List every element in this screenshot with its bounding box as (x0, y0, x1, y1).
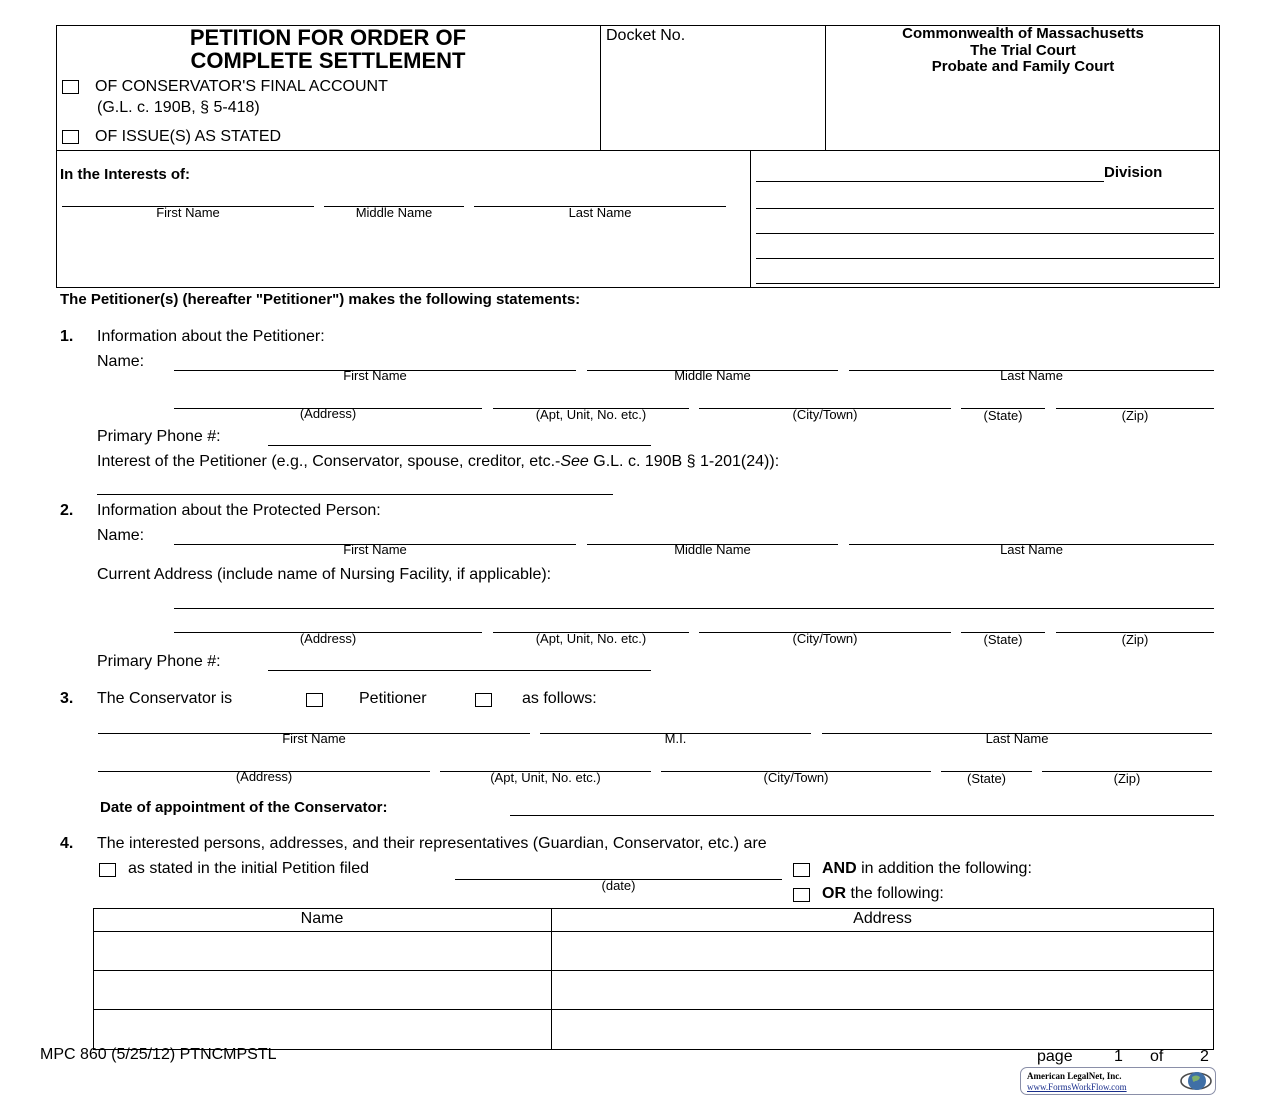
docket-input[interactable] (606, 50, 820, 145)
s3-state-label: (State) (966, 771, 1006, 786)
interests-divider (750, 150, 751, 288)
s2-state-label: (State) (983, 632, 1023, 647)
s4-or-label: OR the following: (822, 885, 944, 902)
s3-as-follows-label: as follows: (522, 690, 597, 707)
interest-middle-label: Middle Name (355, 205, 433, 220)
s2-phone-input[interactable] (268, 670, 651, 671)
s4-or-checkbox[interactable] (793, 888, 810, 902)
table-header-address: Address (853, 910, 912, 927)
court-line1: Commonwealth of Massachusetts (902, 25, 1144, 42)
s4-and-checkbox[interactable] (793, 863, 810, 877)
s1-first-label: First Name (343, 368, 407, 383)
logo-url: www.FormsWorkFlow.com (1027, 1082, 1127, 1092)
division-input[interactable] (756, 181, 1104, 182)
form-title-line2: COMPLETE SETTLEMENT (190, 48, 466, 73)
s3-petitioner-checkbox[interactable] (306, 693, 323, 707)
intro-statement: The Petitioner(s) (hereafter "Petitioner") makes the following statements: (60, 291, 581, 308)
s1-name-label: Name: (97, 353, 145, 370)
header-divider-1 (600, 25, 601, 151)
table-row-1-name-cell[interactable] (94, 932, 550, 969)
s2-address-instruction: Current Address (include name of Nursing Facility, if applicable): (97, 566, 552, 583)
s1-apt-label: (Apt, Unit, No. etc.) (535, 407, 647, 422)
s1-phone-label: Primary Phone #: (97, 428, 221, 445)
s2-middle-label: Middle Name (674, 542, 751, 557)
page-of: of (1150, 1048, 1164, 1065)
final-account-statute: (G.L. c. 190B, § 5-418) (97, 99, 260, 116)
s1-interest-text: Interest of the Petitioner (e.g., Conservator, spouse, creditor, etc.-See G.L. c. 190B § 1-201(24)): (97, 453, 780, 470)
s1-state-label: (State) (983, 408, 1023, 423)
s2-name-label: Name: (97, 527, 145, 544)
section-4-number: 4. (60, 835, 74, 852)
division-label: Division (1104, 164, 1163, 181)
table-column-divider (551, 908, 552, 1050)
s2-zip-label: (Zip) (1121, 632, 1149, 647)
s4-initial-label: as stated in the initial Petition filed (128, 860, 370, 877)
section-1-heading: Information about the Petitioner: (97, 328, 325, 345)
section-3-number: 3. (60, 690, 74, 707)
form-id: MPC 860 (5/25/12) PTNCMPSTL (40, 1046, 277, 1063)
division-line-3[interactable] (756, 233, 1214, 234)
interests-label: In the Interests of: (60, 166, 191, 183)
s3-apt-label: (Apt, Unit, No. etc.) (490, 770, 601, 785)
table-row-3-address-cell[interactable] (553, 1010, 1213, 1048)
s4-text: The interested persons, addresses, and their representatives (Guardian, Conservator, etc.) are (97, 835, 767, 852)
s3-appointment-input[interactable] (510, 815, 1214, 816)
s3-first-label: First Name (282, 731, 346, 746)
final-account-label: OF CONSERVATOR'S FINAL ACCOUNT (95, 78, 388, 95)
final-account-checkbox[interactable] (62, 80, 79, 94)
s3-conservator-is: The Conservator is (97, 690, 233, 707)
s2-phone-label: Primary Phone #: (97, 653, 221, 670)
court-line3: Probate and Family Court (931, 58, 1115, 75)
s3-city-label: (City/Town) (763, 770, 829, 785)
page-total: 2 (1200, 1048, 1209, 1065)
s2-last-label: Last Name (1000, 542, 1063, 557)
section-2-number: 2. (60, 502, 74, 519)
section-2-heading: Information about the Protected Person: (97, 502, 381, 519)
s3-zip-label: (Zip) (1113, 771, 1141, 786)
table-row-1-address-cell[interactable] (553, 932, 1213, 969)
globe-icon (1179, 1068, 1213, 1094)
s1-phone-input[interactable] (268, 445, 651, 446)
s2-city-label: (City/Town) (792, 631, 858, 646)
form-title-line1: PETITION FOR ORDER OF (189, 25, 467, 50)
s4-date-label: (date) (601, 878, 636, 893)
s2-apt-label: (Apt, Unit, No. etc.) (535, 631, 647, 646)
s1-zip-label: (Zip) (1121, 408, 1149, 423)
s3-last-label: Last Name (985, 731, 1049, 746)
s3-mi-label: M.I. (664, 731, 687, 746)
s2-facility-input[interactable] (174, 608, 1214, 609)
section-1-number: 1. (60, 328, 74, 345)
court-line2: The Trial Court (970, 42, 1076, 59)
table-header-name: Name (300, 910, 344, 927)
s1-last-label: Last Name (1000, 368, 1063, 383)
globe-sphere (1188, 1072, 1206, 1090)
division-line-5[interactable] (756, 283, 1214, 284)
issues-label: OF ISSUE(S) AS STATED (95, 128, 282, 145)
legalnet-logo-badge (1020, 1067, 1216, 1095)
s2-address-label: (Address) (299, 631, 357, 646)
table-row-2-address-cell[interactable] (553, 971, 1213, 1008)
s2-first-label: First Name (343, 542, 407, 557)
page-number: 1 (1114, 1048, 1123, 1065)
table-row-2-name-cell[interactable] (94, 971, 550, 1008)
s3-petitioner-label: Petitioner (359, 690, 427, 707)
s1-interest-input[interactable] (97, 494, 613, 495)
division-line-2[interactable] (756, 208, 1214, 209)
interest-last-label: Last Name (568, 205, 632, 220)
s4-initial-checkbox[interactable] (99, 863, 116, 877)
issues-checkbox[interactable] (62, 130, 79, 144)
s1-city-label: (City/Town) (792, 407, 858, 422)
s1-middle-label: Middle Name (674, 368, 751, 383)
s3-as-follows-checkbox[interactable] (475, 693, 492, 707)
interest-first-label: First Name (156, 205, 220, 220)
page-word: page (1037, 1048, 1073, 1065)
s3-address-label: (Address) (235, 769, 293, 784)
s4-and-label: AND in addition the following: (822, 860, 1032, 877)
table-row-3-name-cell[interactable] (94, 1010, 550, 1048)
s1-address-label: (Address) (299, 406, 357, 421)
docket-label: Docket No. (606, 27, 686, 44)
division-line-4[interactable] (756, 258, 1214, 259)
s3-appointment-label: Date of appointment of the Conservator: (100, 799, 388, 816)
logo-company: American LegalNet, Inc. (1027, 1071, 1122, 1081)
